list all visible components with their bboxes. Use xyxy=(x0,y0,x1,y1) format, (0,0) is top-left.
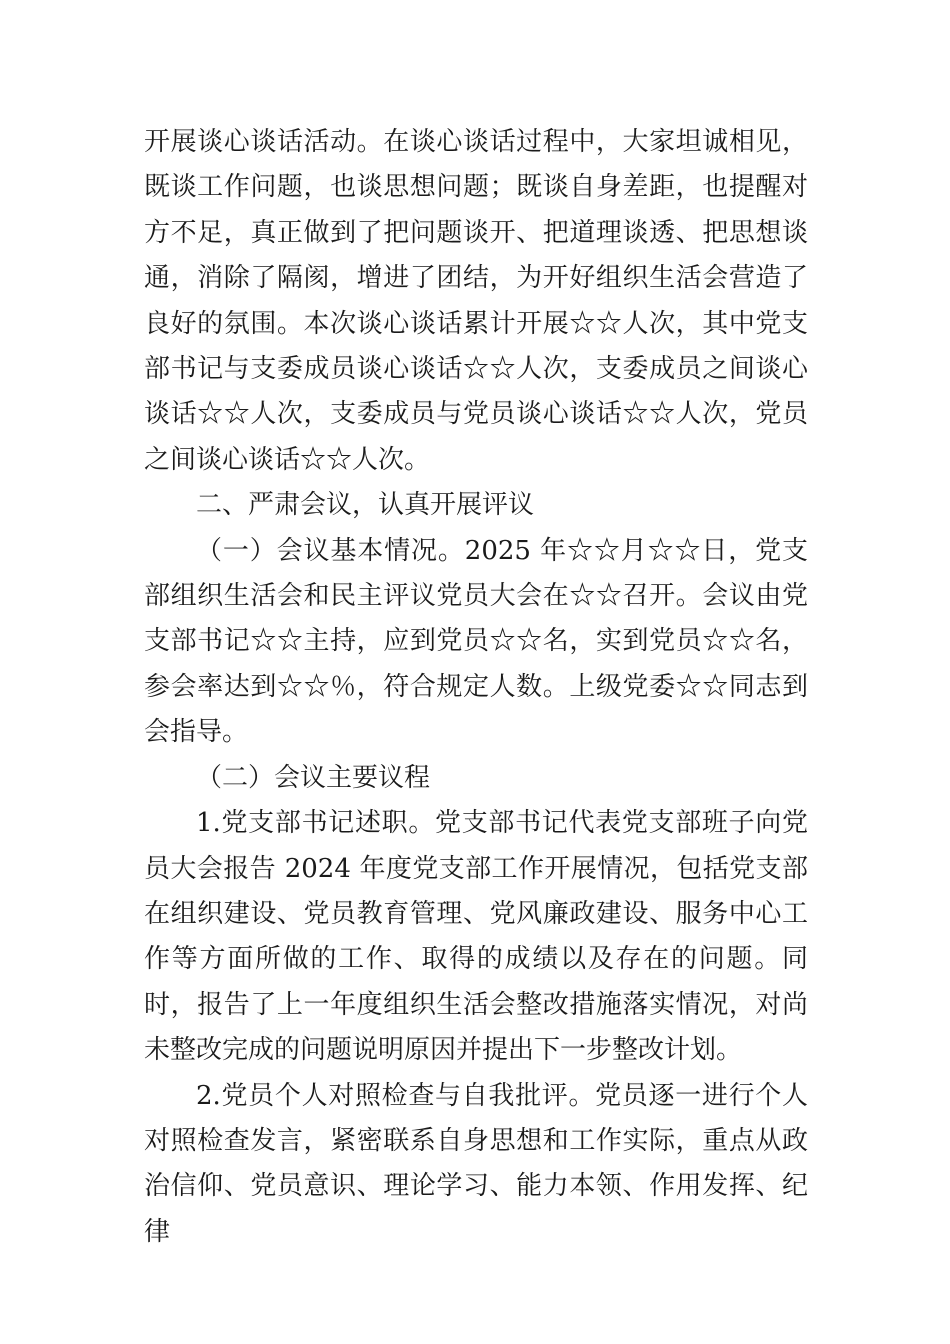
paragraph-agenda-item-1: 1.党支部书记述职。党支部书记代表党支部班子向党员大会报告 2024 年度党支部工作开展情况，包括党支部在组织建设、党员教育管理、党风廉政建设、服务中心工作等方面所做的工作、取得的成绩以及存在的问题。同时，报告了上一年度组织生活会整改措施落实情况，对尚未整改完成的问题说明原因并提出下一步整改计划。 xyxy=(144,808,808,1066)
paragraph-meeting-basics: （一）会议基本情况。2025 年☆☆月☆☆日，党支部组织生活会和民主评议党员大会在☆☆召开。会议由党支部书记☆☆主持，应到党员☆☆名，实到党员☆☆名，参会率达到☆☆％，符合规定人数。上级党委☆☆同志到会指导。 xyxy=(144,535,808,748)
section-heading-meeting: 二、严肃会议，认真开展评议 xyxy=(196,490,535,521)
document-body xyxy=(144,120,808,1255)
paragraph-talk-activity: 开展谈心谈话活动。在谈心谈话过程中，大家坦诚相见，既谈工作问题，也谈思想问题；既谈自身差距，也提醒对方不足，真正做到了把问题谈开、把道理谈透、把思想谈通，消除了隔阂，增进了团结，为开好组织生活会营造了良好的氛围。本次谈心谈话累计开展☆☆人次，其中党支部书记与支委成员谈心谈话☆☆人次，支委成员之间谈心谈话☆☆人次，支委成员与党员谈心谈话☆☆人次，党员之间谈心谈话☆☆人次。 xyxy=(144,127,808,475)
paragraph-agenda-item-2: 2.党员个人对照检查与自我批评。党员逐一进行个人对照检查发言，紧密联系自身思想和工作实际，重点从政治信仰、党员意识、理论学习、能力本领、作用发挥、纪律 xyxy=(144,1080,808,1247)
subheading-meeting-agenda: （二）会议主要议程 xyxy=(196,762,431,793)
